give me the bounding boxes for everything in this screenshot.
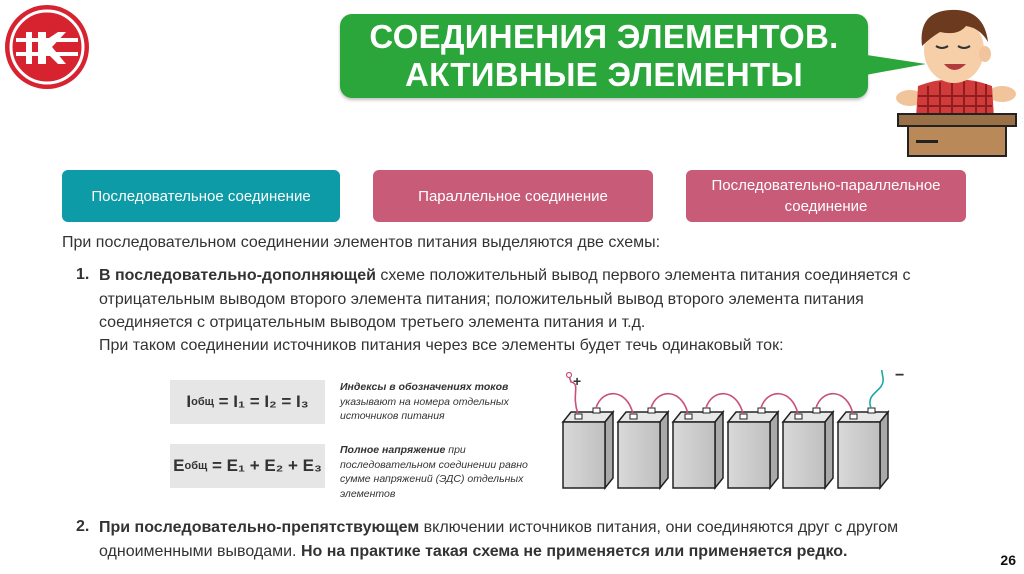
battery-cell [673, 408, 723, 488]
current-formula-main: I [186, 392, 192, 411]
title-line-2: АКТИВНЫЕ ЭЛЕМЕНТЫ [404, 56, 804, 93]
item-2-number: 2. [76, 518, 90, 535]
battery-cell [728, 408, 778, 488]
current-formula-sub: общ [191, 396, 214, 408]
connecting-wire [816, 394, 853, 414]
tab-series-parallel-connection[interactable]: Последовательно-параллельное соединение [686, 170, 966, 222]
note-total-voltage [340, 443, 540, 501]
connecting-wire [651, 394, 688, 414]
item-2-bold-end: Но на практике такая схема не применяется или применяется редко. [300, 542, 848, 560]
series-batteries-diagram [555, 370, 915, 500]
battery-cell [838, 408, 888, 488]
company-logo [2, 2, 92, 92]
note-1-bold: Индексы в обозначениях токов [340, 381, 509, 393]
note-2-text: при последовательном соединении равно сумме напряжений (ЭДС) отдельных элементов [340, 444, 528, 500]
voltage-formula-main: E [173, 456, 185, 475]
plus-lead-end [567, 373, 572, 378]
tab-series-connection[interactable]: Последовательное соединение [62, 170, 340, 222]
connecting-wire [761, 394, 798, 414]
battery-cell [563, 408, 613, 488]
battery-cell [783, 408, 833, 488]
item-1-current-text: При таком соединении источников питания через все элементы будет течь одинаковый ток: [99, 337, 784, 354]
voltage-formula-rest: = E₁ + E₂ + E₃ [212, 456, 322, 475]
wires-group [567, 370, 884, 414]
item-2-text [99, 516, 949, 563]
page-number: 26 [1000, 552, 1016, 568]
connecting-wire [706, 394, 743, 414]
current-formula-rest: = I₁ = I₂ = I₃ [218, 392, 309, 411]
plus-terminal-label: + [573, 373, 582, 389]
intro-text: При последовательном соединении элементов питания выделяются две схемы: [62, 234, 661, 251]
note-2-bold: Полное напряжение [340, 444, 446, 456]
minus-terminal-label: − [895, 370, 905, 384]
item-1-number: 1. [76, 266, 90, 283]
minus-lead-wire [870, 370, 883, 408]
item-1-bold: В последовательно-дополняющей [99, 267, 376, 284]
connecting-wire [596, 394, 633, 414]
battery-cell [618, 408, 668, 488]
note-1-text: указывают на номера отдельных источников питания [340, 395, 509, 422]
voltage-formula-sub: общ [184, 460, 208, 472]
tab-parallel-connection[interactable]: Параллельное соединение [373, 170, 653, 222]
item-2-bold: При последовательно-препятствующем [99, 519, 420, 536]
item-2-body: включении источников питания, они соединяются друг с другом одноименными выводами. [99, 519, 899, 560]
note-current-indexes [340, 380, 540, 424]
title-line-1: СОЕДИНЕНИЯ ЭЛЕМЕНТОВ. [369, 18, 839, 55]
current-formula [170, 380, 325, 424]
batteries-group [563, 408, 888, 488]
voltage-formula [170, 444, 325, 488]
item-1-text [99, 264, 929, 335]
teacher-character-illustration [888, 2, 1022, 158]
item-1-body: схеме положительный вывод первого элемента питания соединяется с отрицательным выводом второго элемента питания; положительный вывод второго элемента питания соединяется с отрицательным выводом третьего элемента питания и т.д. [99, 267, 911, 331]
slide-title [340, 14, 868, 98]
